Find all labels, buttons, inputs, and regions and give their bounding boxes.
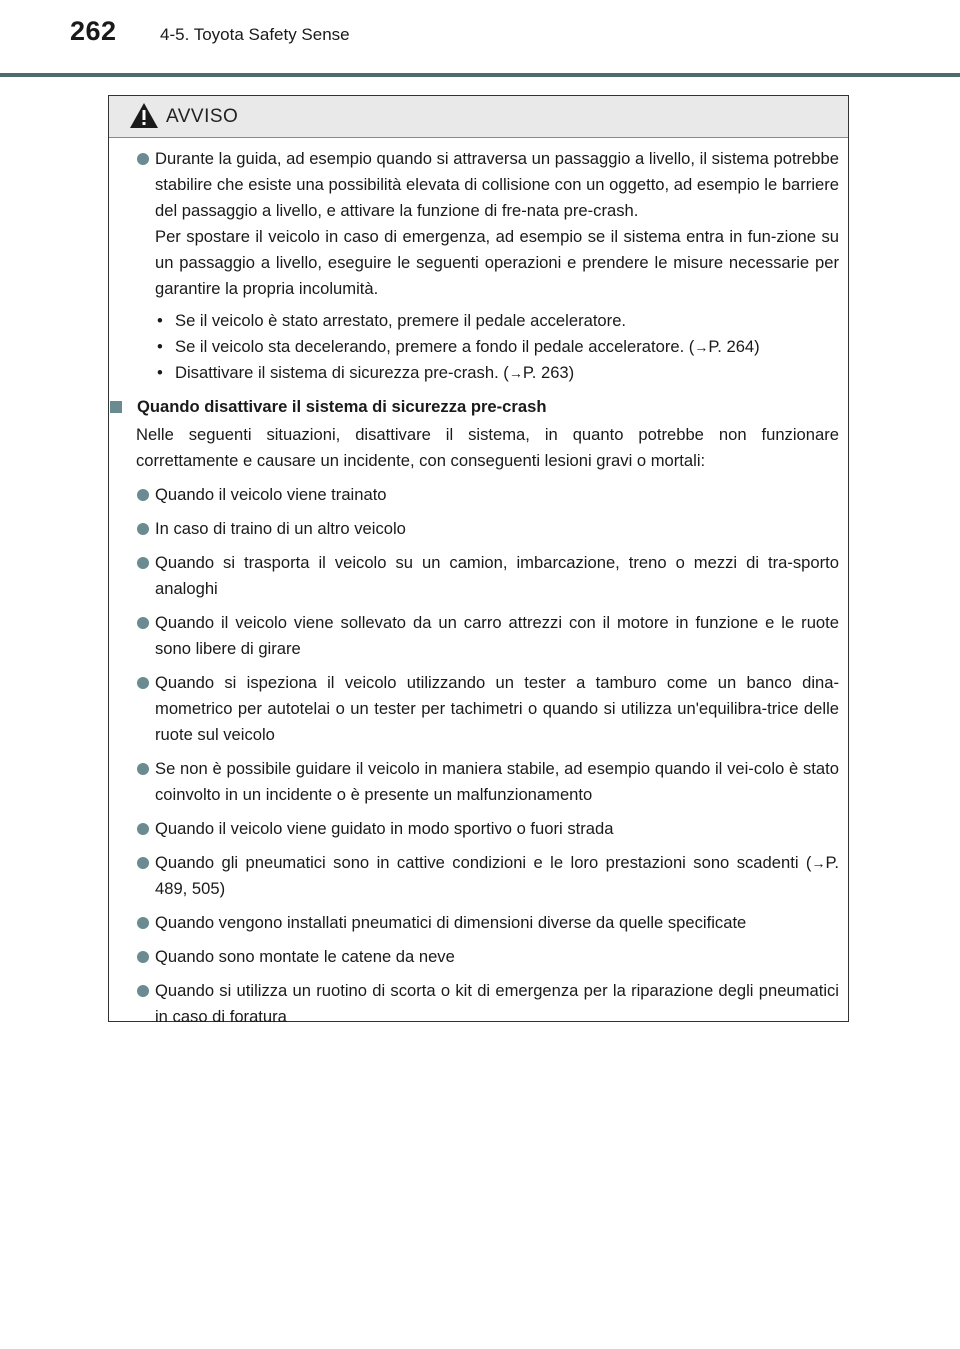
item-text: Quando il veicolo viene guidato in modo sportivo o fuori strada bbox=[155, 819, 614, 838]
intro-bullet bbox=[127, 146, 839, 386]
list-item bbox=[127, 944, 839, 970]
bullet-dot-icon bbox=[137, 153, 149, 165]
intro-text-2: Per spostare il veicolo in caso di emergenza, ad esempio se il sistema entra in fun-zione su un passaggio a livello, eseguire le seguenti operazioni e prendere le misure necessarie per garantire la propria incolumità. bbox=[155, 227, 839, 298]
section-intro: Nelle seguenti situazioni, disattivare il sistema, in quanto potrebbe non funzionare correttamente e causare un incidente, con conseguenti lesioni gravi o mortali: bbox=[136, 425, 839, 470]
arrow-right-icon: → bbox=[508, 365, 523, 381]
list-item bbox=[127, 978, 839, 1030]
bullet-dot-icon bbox=[137, 985, 149, 997]
item-text: Quando si utilizza un ruotino di scorta o kit di emergenza per la riparazione degli pneumatici in caso di foratura bbox=[155, 981, 839, 1026]
warning-header bbox=[109, 96, 848, 138]
bullet-dot-icon bbox=[137, 523, 149, 535]
list-item bbox=[127, 516, 839, 542]
list-item bbox=[127, 610, 839, 662]
item-text: Quando si trasporta il veicolo su un camion, imbarcazione, treno o mezzi di tra-sporto analoghi bbox=[155, 553, 839, 598]
header-rule bbox=[0, 73, 960, 77]
item-text: Se non è possibile guidare il veicolo in maniera stabile, ad esempio quando il vei-colo è stato coinvolto in un incidente o è presente un malfunzionamento bbox=[155, 759, 839, 804]
page-header bbox=[0, 0, 960, 80]
list-item bbox=[127, 482, 839, 508]
list-item bbox=[155, 308, 839, 334]
page-reference: P. 489, 505) bbox=[155, 853, 839, 898]
list-item bbox=[127, 850, 839, 902]
intro-text: Durante la guida, ad esempio quando si attraversa un passaggio a livello, il sistema potrebbe stabilire che esiste una possibilità elevata di collisione con un oggetto, ad esempio le barriere del passaggio a livello, e attivare la funzione di fre-nata pre-crash. bbox=[155, 149, 839, 220]
arrow-right-icon: → bbox=[694, 339, 709, 355]
bullet-dot-icon bbox=[137, 917, 149, 929]
bullet-dot-icon bbox=[137, 823, 149, 835]
list-item bbox=[127, 550, 839, 602]
page-number: 262 bbox=[70, 16, 117, 46]
bullet-dot-icon bbox=[137, 951, 149, 963]
bullet-dot-icon bbox=[137, 489, 149, 501]
bullet-dot-icon bbox=[137, 557, 149, 569]
arrow-right-icon: → bbox=[811, 855, 826, 871]
section-body bbox=[127, 422, 839, 474]
list-bullet: • bbox=[157, 337, 163, 356]
list-bullet: • bbox=[157, 311, 163, 330]
page-reference: P. 264) bbox=[708, 337, 760, 356]
section-heading bbox=[109, 394, 839, 420]
warning-box bbox=[108, 95, 849, 1026]
step-text: Se il veicolo è stato arrestato, premere il pedale acceleratore. bbox=[175, 311, 627, 330]
item-text: Quando vengono installati pneumatici di dimensioni diverse da quelle specificate bbox=[155, 913, 747, 932]
emergency-steps bbox=[155, 308, 839, 386]
list-item bbox=[127, 910, 839, 936]
item-text: Quando sono montate le catene da neve bbox=[155, 947, 455, 966]
bullet-dot-icon bbox=[137, 857, 149, 869]
step-text: Se il veicolo sta decelerando, premere a fondo il pedale acceleratore. ( bbox=[175, 337, 695, 356]
bullet-dot-icon bbox=[137, 677, 149, 689]
page-reference: P. 263) bbox=[522, 363, 575, 382]
square-bullet-icon bbox=[110, 401, 122, 413]
list-item bbox=[155, 360, 839, 386]
item-text: Quando il veicolo viene trainato bbox=[155, 485, 387, 504]
bullet-dot-icon bbox=[137, 617, 149, 629]
list-item bbox=[155, 334, 839, 360]
warning-content bbox=[109, 138, 848, 1030]
section-heading-text: Quando disattivare il sistema di sicurezza pre-crash bbox=[137, 397, 547, 416]
warning-title: AVVISO bbox=[166, 106, 239, 127]
list-bullet: • bbox=[157, 363, 163, 382]
item-text: In caso di traino di un altro veicolo bbox=[155, 519, 406, 538]
bullet-dot-icon bbox=[137, 763, 149, 775]
step-text: Disattivare il sistema di sicurezza pre-crash. ( bbox=[175, 363, 509, 382]
item-text: Quando si ispeziona il veicolo utilizzando un tester a tamburo come un banco dina-mometrico per autotelai o un tester per tachimetri o quando si utilizza un'equilibra-trice delle ruote sul veicolo bbox=[155, 673, 839, 744]
list-item bbox=[127, 816, 839, 842]
section-title: 4-5. Toyota Safety Sense bbox=[160, 25, 350, 44]
item-text: Quando gli pneumatici sono in cattive condizioni e le loro prestazioni sono scadenti ( bbox=[155, 853, 812, 872]
list-item bbox=[127, 756, 839, 808]
warning-triangle-icon bbox=[129, 102, 159, 129]
item-text: Quando il veicolo viene sollevato da un carro attrezzi con il motore in funzione e le ruote sono libere di girare bbox=[155, 613, 839, 658]
list-item bbox=[127, 670, 839, 748]
